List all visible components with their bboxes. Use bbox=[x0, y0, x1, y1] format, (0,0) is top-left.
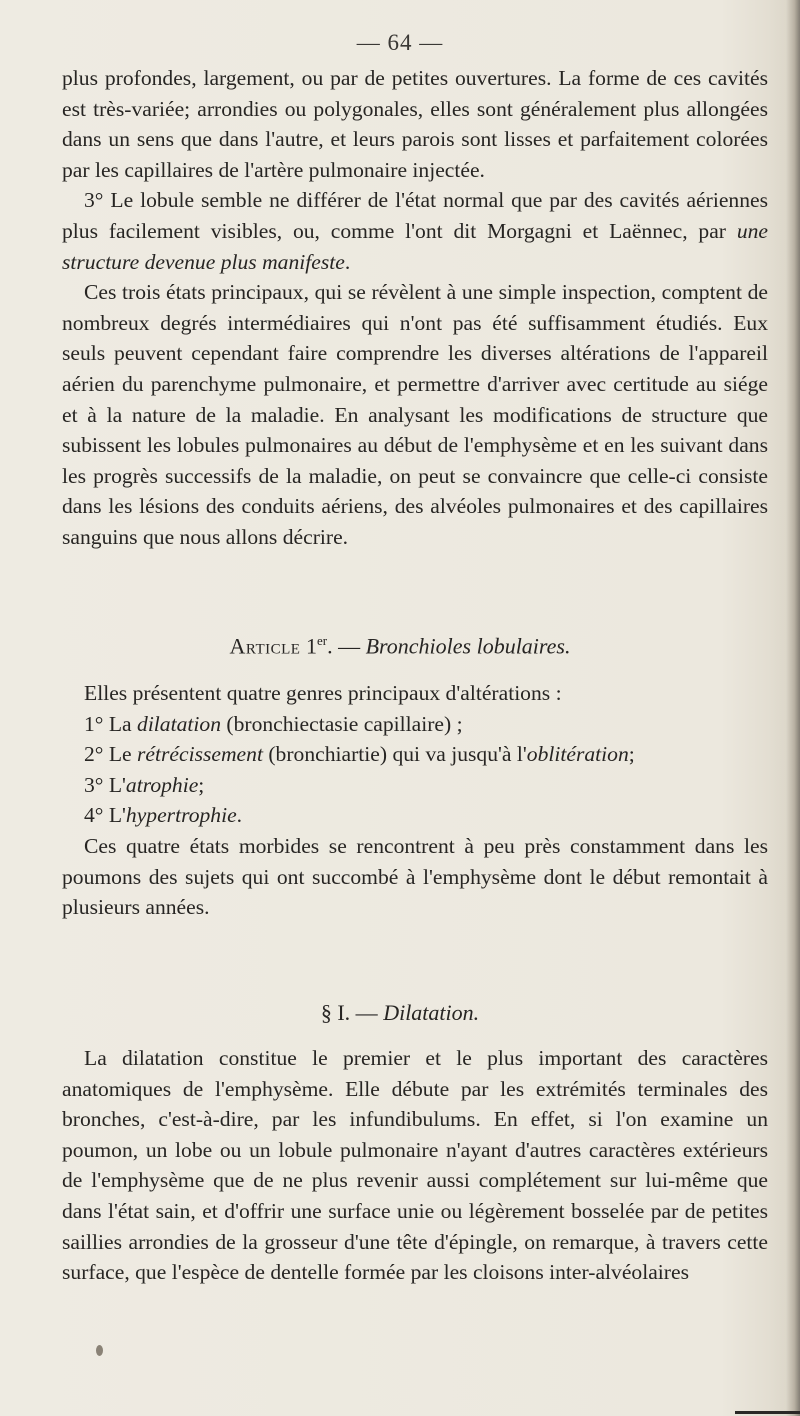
list-item-term: dilatation bbox=[137, 711, 221, 736]
list-item-term: hypertrophie bbox=[125, 803, 237, 828]
paragraph-cavities: plus profondes, largement, ou par de petites ouvertures. La forme de ces cavités est très-variée; arrondies ou polygonales, elles sont généralement plus allongées dans un sens que dans l'autre, et leurs parois sont lisses et parfaitement colorées par les capillaires de l'artère pulmonaire injectée. bbox=[62, 66, 768, 182]
body-text-bottom bbox=[62, 1043, 768, 1288]
list-item-number: 1° La bbox=[84, 711, 138, 736]
list-item-rest: (bronchiartie) qui va jusqu'à l' bbox=[262, 742, 527, 767]
paragraph-morbid-states: Ces quatre états morbides se rencontrent à peu près constamment dans les poumons des sujets qui ont succombé à l'emphysème dont le début remontait à plusieurs années. bbox=[62, 833, 768, 920]
article-heading bbox=[0, 633, 800, 659]
ink-spot bbox=[96, 1345, 103, 1356]
list-item-term: oblitération bbox=[526, 742, 629, 767]
list-item bbox=[62, 770, 768, 801]
list-item-number: 3° L' bbox=[84, 772, 126, 797]
page-corner-mark bbox=[735, 1411, 800, 1414]
list-item-number: 2° Le bbox=[84, 742, 138, 767]
list-item-term: atrophie bbox=[125, 772, 199, 797]
article-number: 1 bbox=[305, 633, 317, 659]
list-item bbox=[62, 739, 768, 770]
paragraph-dilatation: La dilatation constitue le premier et le plus important des caractères anatomiques de l'emphysème. Elle débute par les extrémités terminales des bronches, c'est-à-dire, par les infundibulums. En effet, si l'on examine un poumon, un lobe ou un lobule pulmonaire n'ayant d'autres caractères extérieurs de l'emphysème que de ne plus revenir aussi complétement sur lui-même que dans l'état sain, et d'offrir une surface unie ou légèrement bosselée par de petites saillies arrondies de la grosseur d'une tête d'épingle, on remarque, à travers cette surface, que l'espèce de dentelle formée par les cloisons inter-alvéolaires bbox=[62, 1046, 768, 1285]
section-label: § I. — bbox=[320, 1000, 384, 1025]
paragraph-alterations-intro: Elles présentent quatre genres principaux d'altérations : bbox=[84, 681, 562, 705]
section-heading bbox=[0, 1000, 800, 1026]
list-item bbox=[62, 709, 768, 740]
page-header: — 64 — bbox=[356, 30, 444, 55]
body-text-middle bbox=[62, 678, 768, 923]
list-item-rest: ; bbox=[198, 772, 205, 797]
page-edge-shadow bbox=[786, 0, 800, 1416]
body-text-top bbox=[62, 63, 768, 553]
paragraph-lobule-tail: . bbox=[344, 249, 351, 274]
list-item-number: 4° L' bbox=[84, 803, 126, 828]
article-label: Article bbox=[229, 633, 301, 659]
list-item-rest: ; bbox=[628, 742, 635, 767]
list-item-term: rétrécissement bbox=[137, 742, 263, 767]
section-title: Dilatation. bbox=[383, 1000, 480, 1025]
article-separator: . — bbox=[327, 633, 366, 659]
list-item-rest: (bronchiectasie capillaire) ; bbox=[221, 711, 463, 736]
list-item bbox=[62, 800, 768, 831]
paragraph-lobule bbox=[62, 185, 768, 277]
paragraph-lobule-lead: 3° Le lobule semble ne différer de l'état normal que par des cavités aériennes plus facilement visibles, ou, comme l'ont dit Morgagni et Laënnec, par bbox=[62, 188, 768, 243]
paragraph-lobule-italic: une structure devenue plus manifeste bbox=[62, 218, 768, 274]
article-number-sup: er bbox=[316, 633, 328, 648]
paragraph-three-states: Ces trois états principaux, qui se révèlent à une simple inspection, comptent de nombreux degrés intermédiaires qui n'ont pas été suffisamment étudiés. Eux seuls peuvent cependant faire comprendre les diverses altérations de l'appareil aérien du parenchyme pulmonaire, et permettre d'arriver avec certitude au siége et à la nature de la maladie. En analysant les modifications de structure que subissent les lobules pulmonaires au début de l'emphysème et en les suivant dans les progrès successifs de la maladie, on peut se convaincre que celle-ci consiste dans les lésions des conduits aériens, des alvéoles pulmonaires et des capillaires sanguins que nous allons décrire. bbox=[62, 280, 768, 549]
article-title: Bronchioles lobulaires. bbox=[365, 633, 571, 659]
list-item-rest: . bbox=[236, 803, 243, 828]
